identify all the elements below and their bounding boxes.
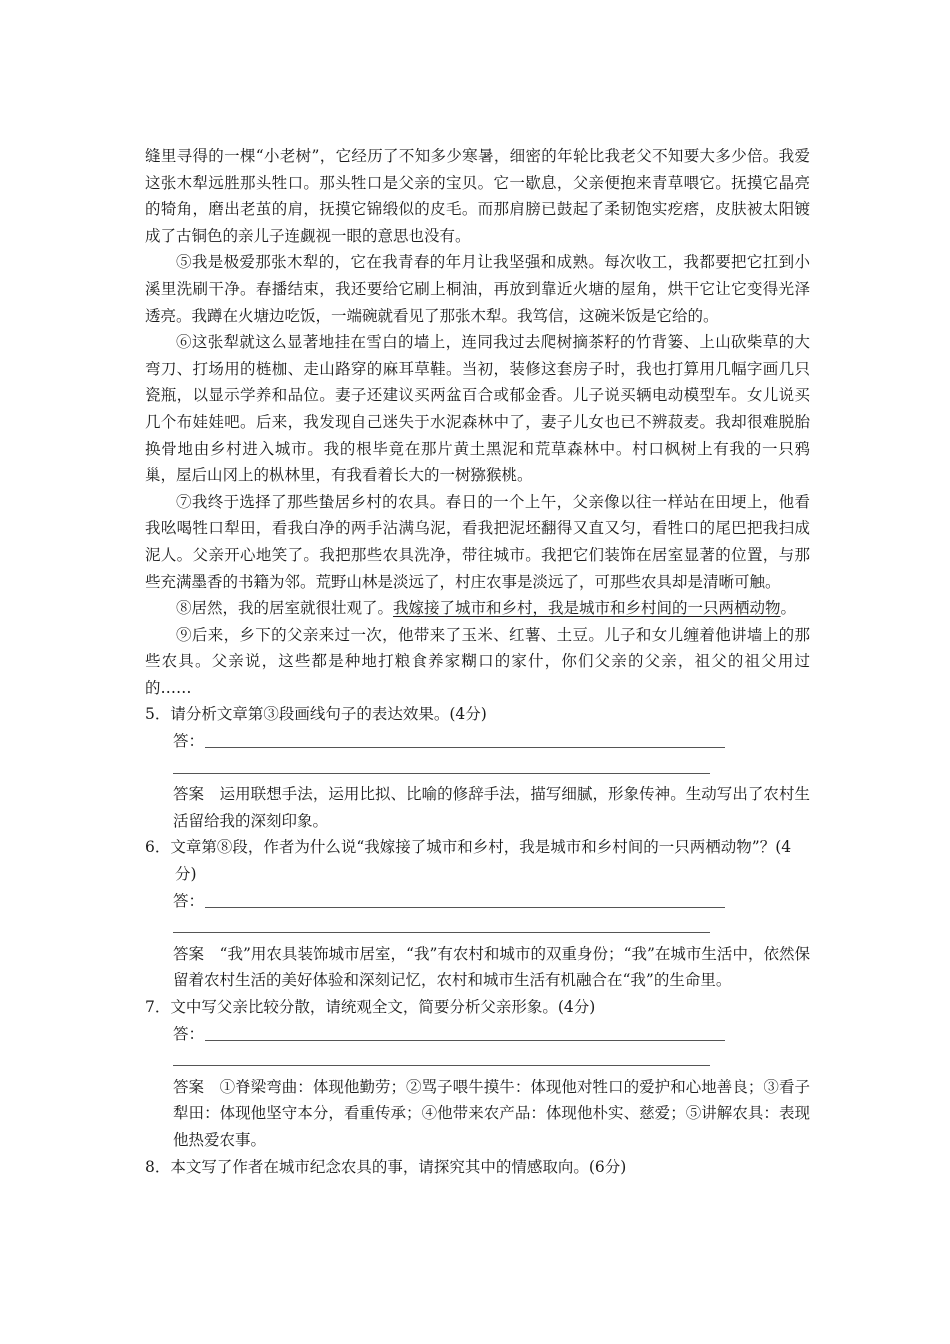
- passage-paragraph-8: [145, 595, 810, 622]
- question-6: 6．文章第⑧段，作者为什么说“我嫁接了城市和乡村，我是城市和乡村间的一只两栖动物”？(4分): [145, 838, 792, 884]
- answer-label-7: 答：: [173, 1024, 205, 1043]
- answer-row-7b: [173, 1047, 810, 1074]
- passage-paragraph-continued: 缝里寻得的一棵“小老树”，它经历了不知多少寒暑，细密的年轮比我老父不知要大多少倍。我爱这张木犁远胜那头牲口。那头牲口是父亲的宝贝。它一歇息，父亲便抱来青草喂它。抚摸它晶亮的犄角，磨出老茧的肩，抚摸它锦缎似的皮毛。而那肩膀已鼓起了柔韧饱实疙瘩，皮肤被太阳镀成了古铜色的亲儿子连觑视一眼的意思也没有。: [145, 147, 810, 245]
- answer-row-6b: [173, 914, 810, 941]
- question-7: 7．文中写父亲比较分散，请统观全文，简要分析父亲形象。(4分): [145, 998, 596, 1016]
- paragraph-8-lead: ⑧居然，我的居室就很壮观了。: [176, 599, 394, 618]
- underlined-sentence: 我嫁接了城市和乡村，我是城市和乡村间的一只两栖动物: [393, 599, 781, 618]
- page-content: [145, 143, 810, 1180]
- answer-row-5b: [173, 755, 810, 782]
- answer-blank-7b[interactable]: [173, 1065, 710, 1066]
- answer-blank-5b[interactable]: [173, 773, 710, 774]
- passage-paragraph-6: ⑥这张犁就这么显著地挂在雪白的墙上，连同我过去爬树摘茶籽的竹背篓、上山砍柴草的大弯刀、打场用的梿枷、走山路穿的麻耳草鞋。当初，装修这套房子时，我也打算用几幅字画几只瓷瓶，以显示学养和品位。妻子还建议买两盆百合或郁金香。儿子说买辆电动模型车。女儿说买几个布娃娃吧。后来，我发现自己迷失于水泥森林中了，妻子儿女也已不辨菽麦。我却很难脱胎换骨地由乡村进入城市。我的根毕竟在那片黄土黑泥和荒草森林中。村口枫树上有我的一只鸦巢，屋后山冈上的枞林里，有我看着长大的一树猕猴桃。: [145, 333, 810, 485]
- question-8: 8．本文写了作者在城市纪念农具的事，请探究其中的情感取向。(6分): [145, 1157, 627, 1176]
- answer-key-5: 答案 运用联想手法，运用比拟、比喻的修辞手法，描写细腻，形象传神。生动写出了农村生活留给我的深刻印象。: [173, 785, 810, 830]
- answer-blank-6a[interactable]: [205, 907, 725, 908]
- answer-row-5: [173, 728, 810, 755]
- answer-blank-5a[interactable]: [205, 747, 725, 748]
- answer-label-5: 答：: [173, 732, 205, 751]
- passage-paragraph-9: ⑨后来，乡下的父亲来过一次，他带来了玉米、红薯、土豆。儿子和女儿缠着他讲墙上的那些农具。父亲说，这些都是种地打粮食养家糊口的家什，你们父亲的父亲，祖父的祖父用过的……: [145, 625, 810, 697]
- question-5: 5．请分析文章第③段画线句子的表达效果。(4分): [145, 705, 487, 724]
- answer-blank-6b[interactable]: [173, 932, 710, 933]
- answer-label-6: 答：: [173, 891, 205, 910]
- passage-paragraph-7: ⑦我终于选择了那些蛰居乡村的农具。春日的一个上午，父亲像以往一样站在田埂上，他看我吆喝牲口犁田，看我白净的两手沾满乌泥，看我把泥坯翻得又直又匀，看牲口的尾巴把我扫成泥人。父亲开心地笑了。我把那些农具洗净，带往城市。我把它们装饰在居室显著的位置，与那些充满墨香的书籍为邻。荒野山林是淡远了，村庄农事是淡远了，可那些农具却是清晰可触。: [145, 492, 810, 591]
- answer-row-6: [173, 888, 810, 915]
- answer-key-7: 答案 ①脊梁弯曲：体现他勤劳；②骂子喂牛摸牛：体现他对牲口的爱护和心地善良；③看子犁田：体现他坚守本分，看重传承；④他带来农产品：体现他朴实、慈爱；⑤讲解农具：表现他热爱农事。: [173, 1077, 810, 1149]
- answer-blank-7a[interactable]: [205, 1040, 725, 1041]
- passage-paragraph-5: ⑤我是极爱那张木犁的，它在我青春的年月让我坚强和成熟。每次收工，我都要把它扛到小溪里洗刷干净。春播结束，我还要给它刷上桐油，再放到靠近火塘的屋角，烘干它让它变得光泽透亮。我蹲在火塘边吃饭，一端碗就看见了那张木犁。我笃信，这碗米饭是它给的。: [145, 253, 810, 325]
- answer-key-6: 答案 “我”用农具装饰城市居室，“我”有农村和城市的双重身份；“我”在城市生活中，依然保留着农村生活的美好体验和深刻记忆，农村和城市生活有机融合在“我”的生命里。: [173, 944, 810, 990]
- answer-row-7: [173, 1021, 810, 1048]
- paragraph-8-end: 。: [780, 599, 797, 618]
